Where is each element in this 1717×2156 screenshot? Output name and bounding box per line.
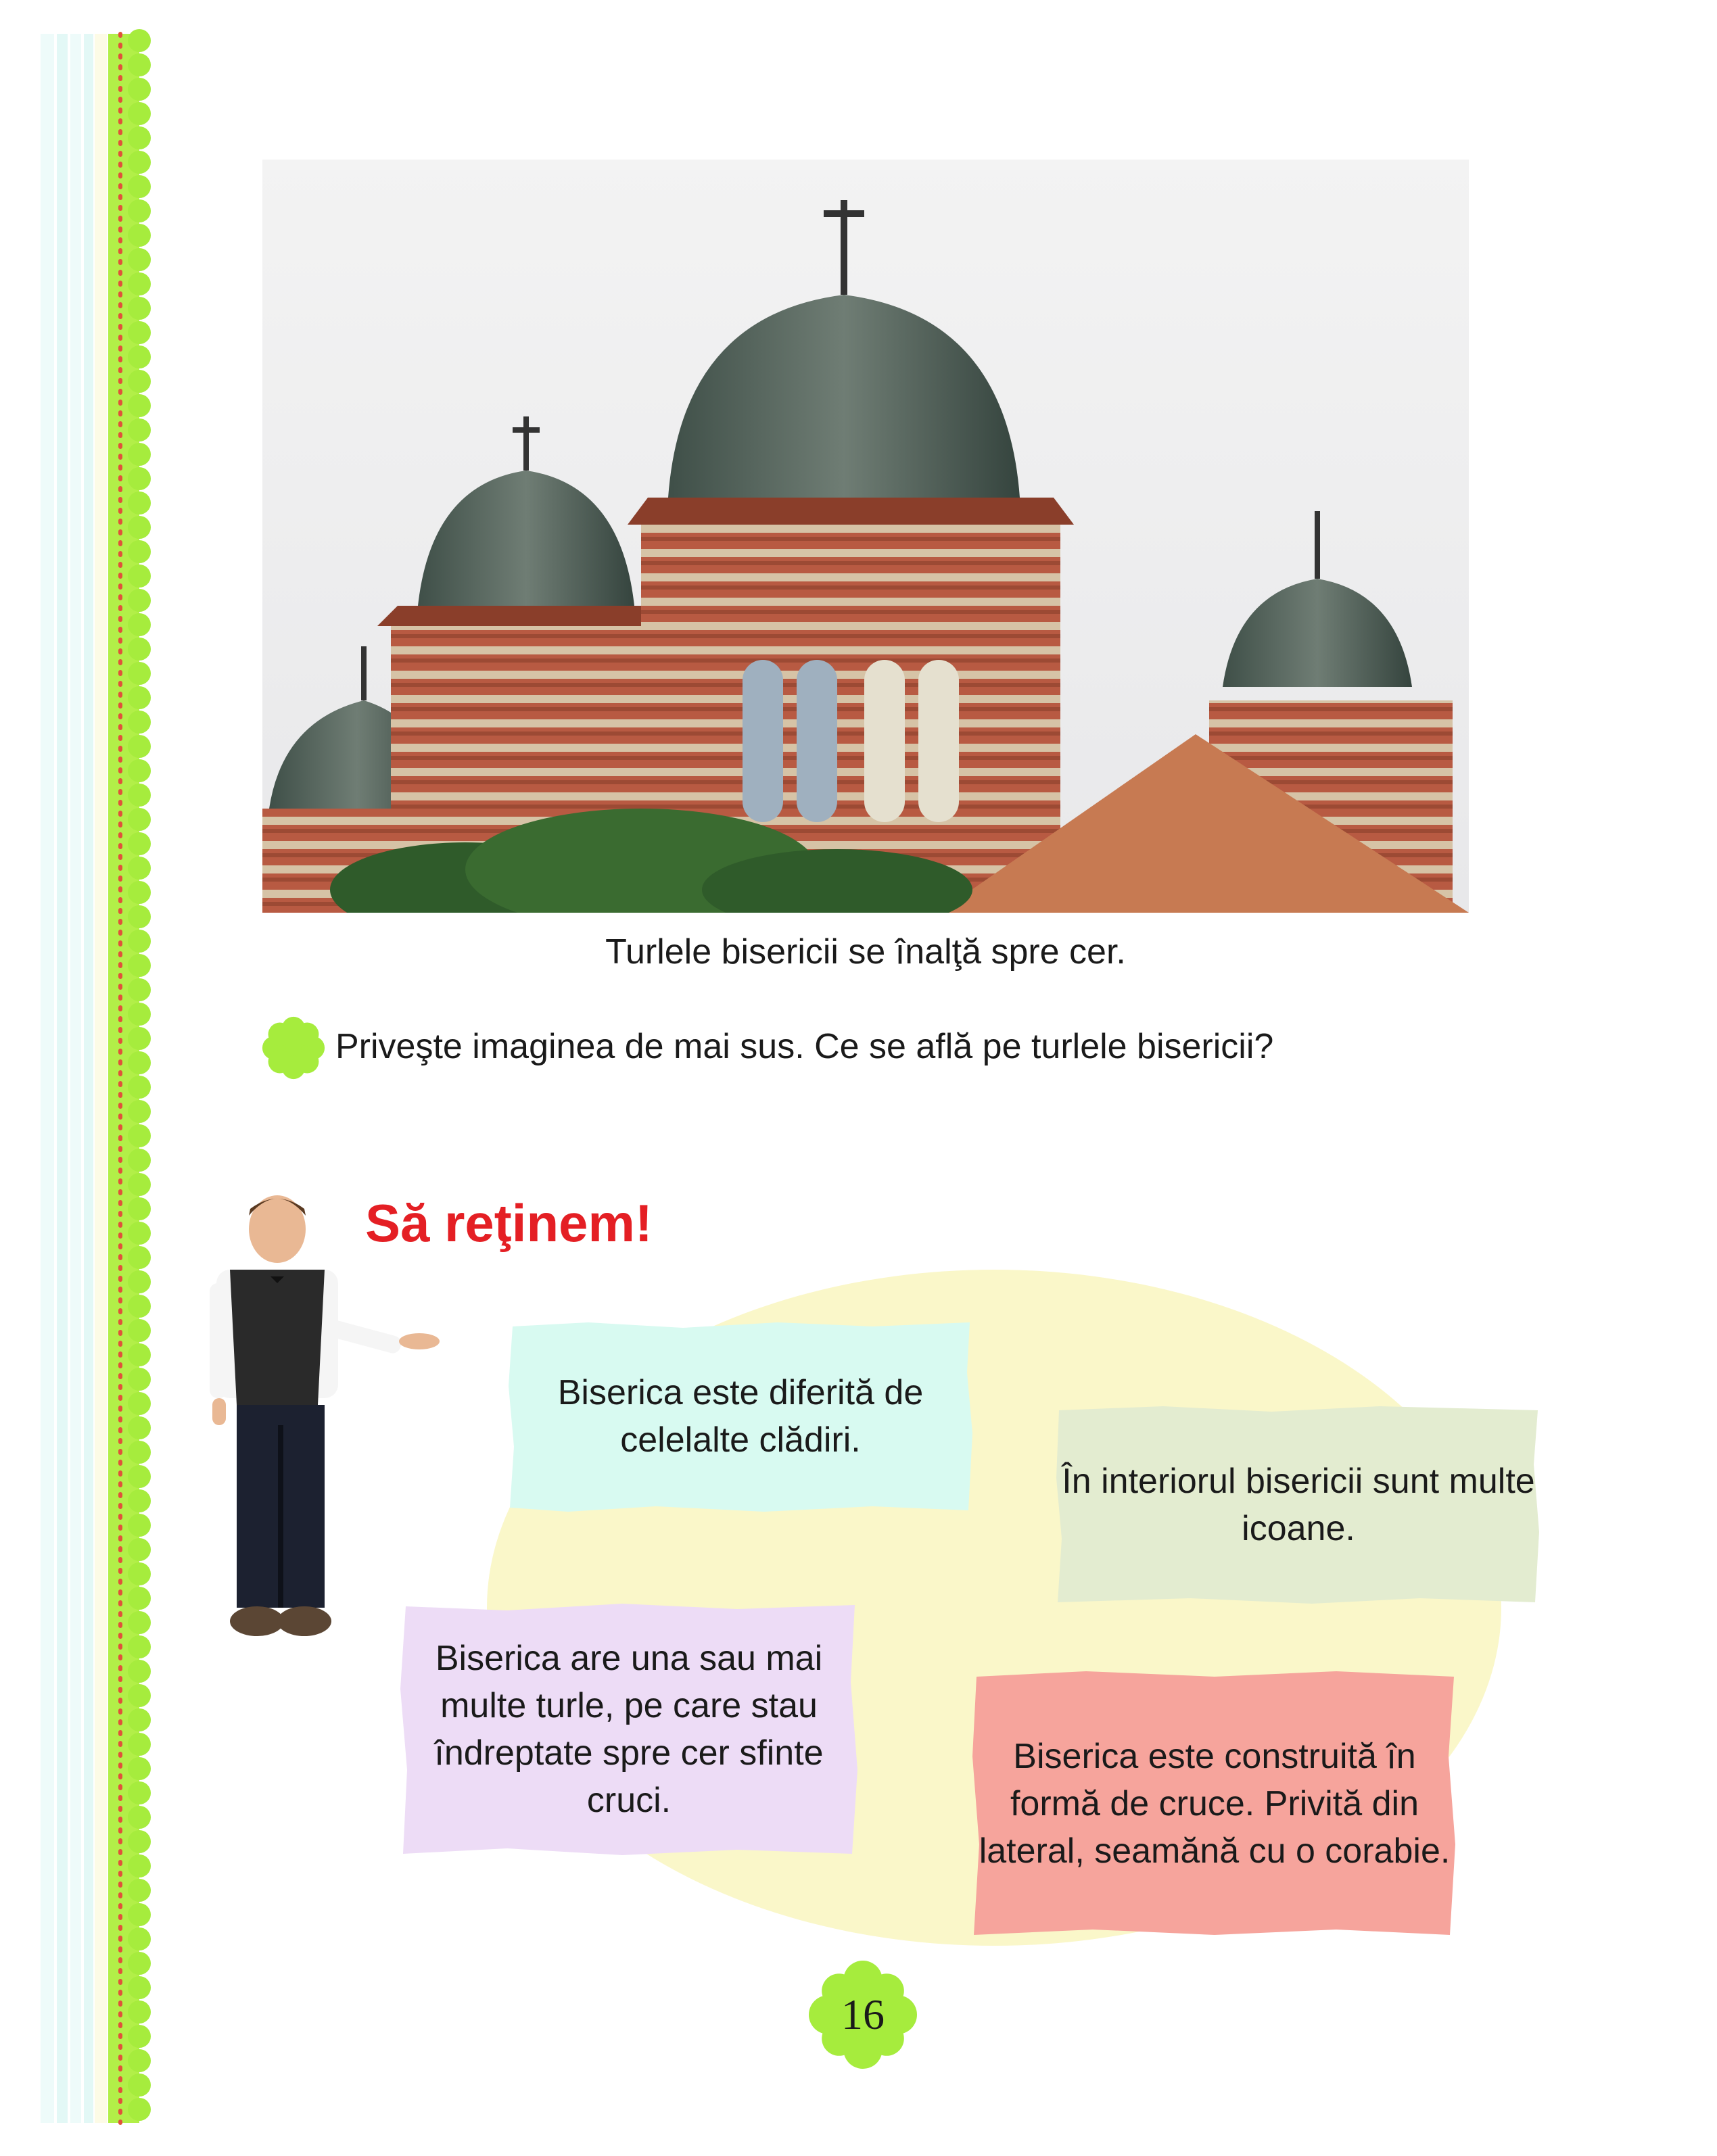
note-text: Biserica este diferită de celelalte clădiri.: [557, 1373, 924, 1460]
page-number: 16: [841, 1990, 885, 2038]
note-card-3: [399, 1601, 859, 1858]
left-decorative-border: [0, 0, 162, 2156]
note-text: Biserica are una sau mai multe turle, pe care stau îndreptate spre cer sfinte cruci.: [434, 1639, 824, 1820]
note-card-1: [507, 1318, 974, 1514]
note-text: În interiorul bisericii sunt multe icoane.: [1062, 1462, 1535, 1548]
photo-caption: Turlele bisericii se înalţă spre cer.: [605, 932, 1126, 972]
note-card-2: [1055, 1404, 1542, 1606]
flower-bullet-icon: [261, 1015, 326, 1080]
instruction-text: Priveşte imaginea de mai sus. Ce se află pe turlele bisericii?: [335, 1027, 1274, 1066]
note-card-4: [971, 1669, 1458, 1939]
church-photo: [262, 160, 1469, 913]
boy-figure: [203, 1182, 446, 1669]
section-title: Să reţinem!: [365, 1193, 653, 1253]
note-text: Biserica este construită în formă de cruce. Privită din lateral, seamănă cu o corabie.: [979, 1737, 1451, 1871]
